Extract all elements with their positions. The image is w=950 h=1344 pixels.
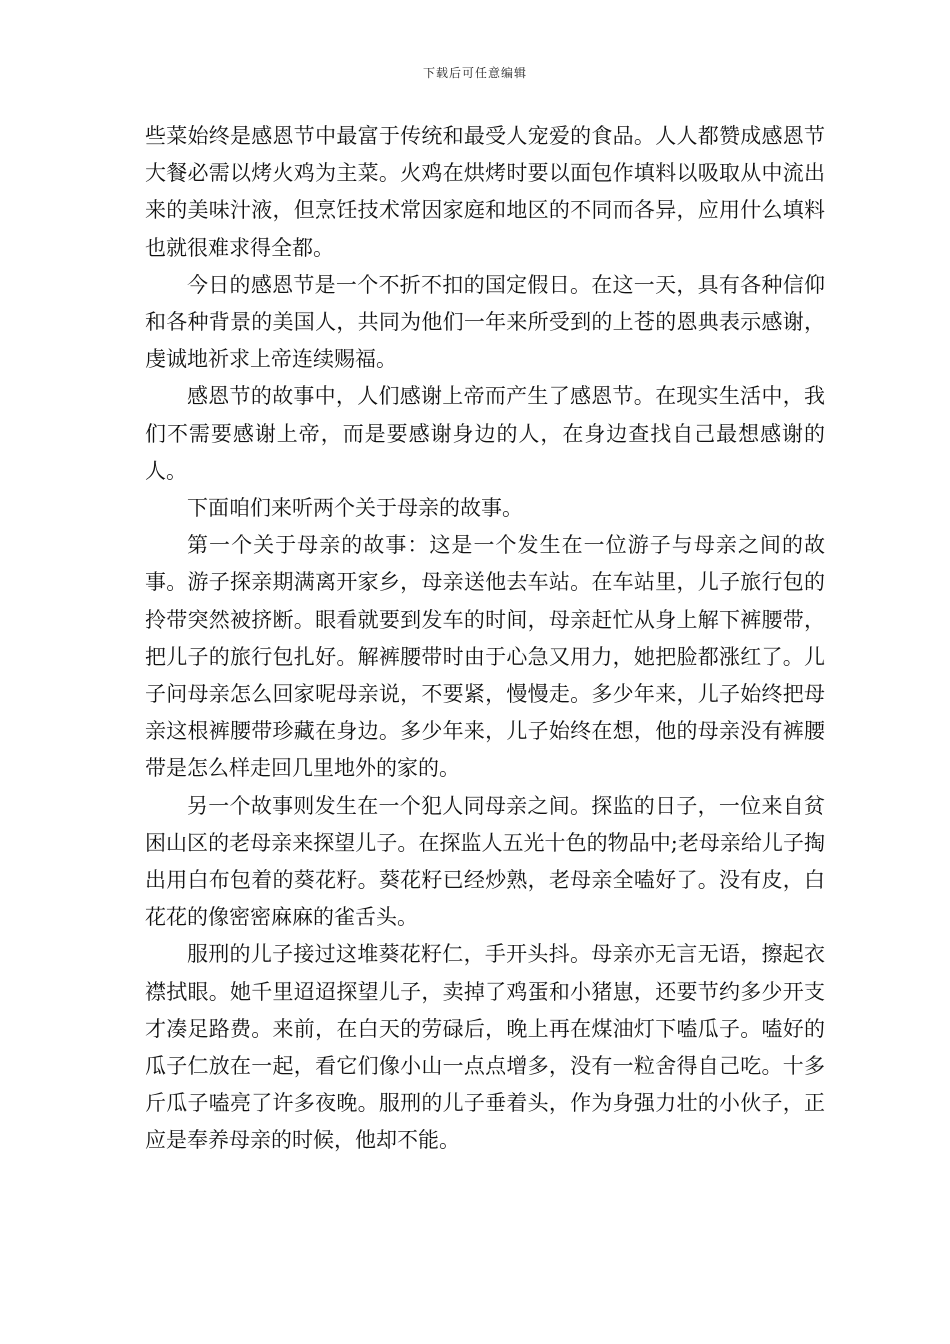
paragraph: 服刑的儿子接过这堆葵花籽仁，手开头抖。母亲亦无言无语，擦起衣襟拭眼。她千里迢迢探望儿子，卖掉了鸡蛋和小猪崽，还要节约多少开支才凑足路费。来前，在白天的劳碌后，晚上再在煤油灯下嗑瓜子。嗑好的瓜子仁放在一起，看它们像小山一点点增多，没有一粒舍得自己吃。十多斤瓜子嗑亮了许多夜晚。服刑的儿子垂着头，作为身强力壮的小伙子，正应是奉养母亲的时候，他却不能。 bbox=[145, 942, 825, 1153]
document-body bbox=[145, 118, 825, 1160]
paragraph: 另一个故事则发生在一个犯人同母亲之间。探监的日子，一位来自贫困山区的老母亲来探望儿子。在探监人五光十色的物品中;老母亲给儿子掏出用白布包着的葵花籽。葵花籽已经炒熟，老母亲全嗑好了。没有皮，白花花的像密密麻麻的雀舌头。 bbox=[145, 793, 825, 930]
paragraph: 些菜始终是感恩节中最富于传统和最受人宠爱的食品。人人都赞成感恩节大餐必需以烤火鸡为主菜。火鸡在烘烤时要以面包作填料以吸取从中流出来的美味汁液，但烹饪技术常因家庭和地区的不同而各异，应用什么填料也就很难求得全都。 bbox=[145, 124, 825, 260]
paragraph: 感恩节的故事中，人们感谢上帝而产生了感恩节。在现实生活中，我们不需要感谢上帝，而是要感谢身边的人，在身边查找自己最想感谢的人。 bbox=[145, 384, 825, 483]
page-header: 下载后可任意编辑 bbox=[422, 66, 527, 80]
paragraph: 第一个关于母亲的故事：这是一个发生在一位游子与母亲之间的故事。游子探亲期满离开家乡，母亲送他去车站。在车站里，儿子旅行包的拎带突然被挤断。眼看就要到发车的时间，母亲赶忙从身上解下裤腰带，把儿子的旅行包扎好。解裤腰带时由于心急又用力，她把脸都涨红了。儿子问母亲怎么回家呢母亲说，不要紧，慢慢走。多少年来，儿子始终把母亲这根裤腰带珍藏在身边。多少年来，儿子始终在想，他的母亲没有裤腰带是怎么样走回几里地外的家的。 bbox=[145, 533, 825, 781]
paragraph: 下面咱们来听两个关于母亲的故事。 bbox=[187, 496, 523, 521]
paragraph: 今日的感恩节是一个不折不扣的国定假日。在这一天，具有各种信仰和各种背景的美国人，共同为他们一年来所受到的上苍的恩典表示感谢，虔诚地祈求上帝连续赐福。 bbox=[145, 272, 825, 372]
